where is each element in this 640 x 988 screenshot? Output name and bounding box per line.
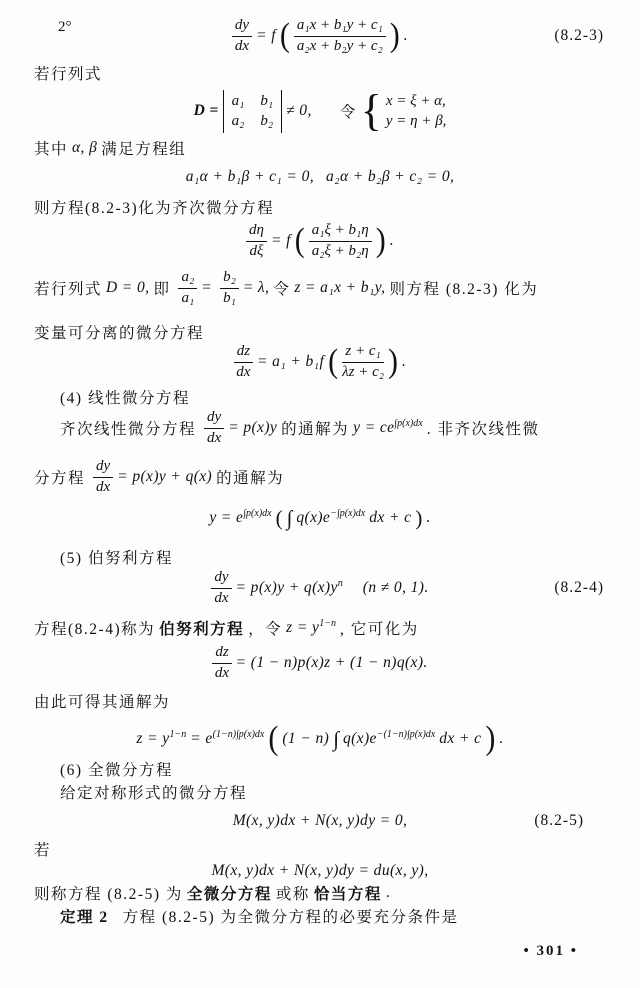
math-term: = λ, (242, 279, 270, 296)
open-paren: ( (294, 221, 305, 259)
cjk-text: 给定对称形式的微分方程 (60, 785, 248, 802)
fraction-denominator: dx (214, 664, 230, 681)
equation-8-2-5 (34, 810, 606, 832)
math-term (236, 578, 343, 597)
math-term: . (499, 730, 504, 747)
math-term: a₂α + b₂β + c₂ = 0, (326, 168, 455, 185)
open-paren: ( (328, 342, 339, 380)
cjk-text: 的通解为 (216, 470, 285, 487)
math-term: D = 0, (106, 279, 150, 296)
open-paren: ( (275, 505, 283, 530)
math-term: D = (193, 102, 219, 119)
cjk-text: 齐次线性微分方程 (60, 421, 197, 438)
theorem-label: 定理 2 (60, 909, 109, 926)
fraction-dy-dx (204, 409, 224, 447)
case-line: y = η + β, (385, 112, 447, 129)
fraction-denominator: dx (214, 589, 229, 606)
heading-exact (34, 758, 606, 780)
paragraph-determinant-intro (34, 62, 606, 84)
cjk-text: 或称 (275, 886, 310, 903)
math-term: M(x, y)dx + N(x, y)dy = du(x, y), (211, 862, 429, 879)
fraction-numerator: z + c₁ (342, 343, 383, 362)
fraction-denominator: dx (207, 429, 222, 446)
close-paren: ) (485, 719, 496, 757)
math-base: q(x)e (342, 730, 377, 748)
determinant-matrix (223, 90, 282, 133)
matrix-cell: b₂ (260, 112, 274, 129)
fraction-numerator: dη (246, 222, 267, 241)
paragraph-homogeneous (34, 196, 606, 218)
close-paren: ) (375, 221, 386, 259)
math-exponent: ∫p(x)dx (394, 418, 423, 430)
math-term (209, 508, 271, 527)
math-term: = f (270, 232, 291, 249)
equation-alpha-beta-system (34, 166, 606, 188)
paragraph-symmetric-form (34, 781, 606, 803)
heading-linear (34, 386, 606, 408)
math-term (353, 418, 423, 437)
paragraph-alpha-beta (34, 137, 606, 159)
math-base: = p(x)y + q(x)y (235, 579, 338, 597)
math-term: = f (256, 27, 276, 44)
case-line: x = ξ + α, (385, 92, 446, 109)
math-term (286, 618, 336, 637)
fraction-numerator: dy (232, 17, 252, 36)
fraction-dz-dx (234, 343, 253, 381)
cjk-text: 由此可得其通解为 (34, 694, 171, 711)
math-term: . (389, 232, 394, 249)
paragraph-theorem-2 (34, 905, 606, 927)
math-base: y = e (209, 509, 244, 527)
fraction-numerator: dz (234, 343, 253, 362)
math-term: . (402, 353, 407, 370)
equation-linear-solution (34, 503, 606, 533)
fraction-dy-dx (211, 569, 231, 607)
matrix-cell: a₂ (231, 112, 245, 129)
cjk-text: 则称方程 (8.2-5) 为 (34, 886, 183, 903)
close-paren: ) (388, 342, 399, 380)
math-term: ≠ 0, (286, 102, 312, 119)
page-number: • 301 • (523, 943, 578, 959)
math-condition: (n ≠ 0, 1). (362, 579, 429, 596)
paragraph-d-zero (34, 266, 606, 310)
fraction-dy-dx (232, 17, 252, 55)
fraction-dy-dx (93, 458, 113, 496)
math-term: dx + c (369, 509, 412, 526)
cjk-text: 则方程 (8.2-3) 化为 (389, 281, 539, 298)
close-paren: ) (415, 505, 423, 530)
math-exponent: −∫p(x)dx (330, 508, 366, 520)
cjk-text: 变量可分离的微分方程 (34, 325, 205, 342)
close-paren: ) (389, 16, 400, 54)
math-base: q(x)e (296, 509, 331, 527)
math-term: = p(x)y (228, 419, 278, 436)
math-term: (1 − n) (282, 730, 330, 747)
equation-determinant (34, 83, 606, 139)
equation-homogeneous (34, 218, 606, 264)
math-term: M(x, y)dx + N(x, y)dy = 0, (232, 812, 408, 829)
math-base: y = ce (353, 419, 395, 437)
math-term: = (201, 279, 213, 296)
fraction-denominator: dx (234, 37, 250, 54)
cjk-text-bold: 伯努利方程 (159, 621, 245, 638)
fraction-numerator: dy (204, 409, 224, 428)
cjk-text: 若行列式 (34, 66, 103, 83)
open-paren: ( (268, 719, 279, 757)
fraction-denominator: λz + c₂ (342, 363, 385, 380)
fraction-denominator: a₂ξ + b₂η (311, 242, 369, 259)
fraction-numerator: dy (93, 458, 113, 477)
cjk-text: (4) 线性微分方程 (60, 390, 190, 407)
open-paren: ( (279, 16, 290, 54)
math-exponent: −(1−n)∫p(x)dx (376, 729, 436, 741)
cjk-text: (5) 伯努利方程 (60, 550, 173, 567)
math-term (296, 508, 365, 527)
fraction-denominator: a₁ (181, 289, 195, 306)
cjk-text: 则方程(8.2-3)化为齐次微分方程 (34, 200, 275, 217)
cjk-text: 分方程 (34, 470, 86, 487)
fraction-denominator: dx (96, 478, 111, 495)
equation-number: (8.2-5) (534, 812, 584, 829)
paragraph-linear-1 (34, 406, 606, 450)
math-term: = a₁ + b₁f (257, 353, 325, 370)
math-exponent: 1−n (319, 618, 337, 630)
math-term: z = a₁x + b₁y, (294, 279, 386, 296)
math-term: . (403, 27, 409, 44)
fraction-numerator: a₁x + b₁y + c₁ (294, 17, 386, 36)
equation-separable (34, 339, 606, 385)
cjk-text: . (385, 884, 392, 901)
equation-bernoulli-solution (34, 719, 606, 757)
paragraph-bernoulli (34, 617, 606, 639)
paragraph-exact-definition (34, 882, 606, 904)
cjk-text: , 它可化为 (340, 621, 419, 638)
fraction-denominator: b₁ (223, 289, 236, 306)
fraction-a2-a1 (178, 269, 197, 307)
math-term: dx + c (439, 730, 482, 747)
equation-8-2-3 (34, 13, 606, 59)
math-term: = (1 − n)p(x)z + (1 − n)q(x). (235, 654, 428, 671)
left-brace: { (360, 86, 382, 136)
cjk-text: 令 (273, 281, 291, 298)
cjk-text-bold: 全微分方程 (186, 886, 272, 903)
cjk-text: 若 (34, 842, 52, 859)
math-exponent: 1−n (169, 729, 187, 741)
equation-bernoulli-transformed (34, 640, 606, 686)
fraction-dz-dx (212, 644, 231, 682)
math-base: z = y (136, 730, 170, 748)
cjk-text: . 非齐次线性微 (426, 421, 540, 438)
fraction-denominator: dξ (249, 242, 264, 259)
math-term: a₁α + b₁β + c₁ = 0, (185, 168, 314, 185)
math-exponent: (1−n)∫p(x)dx (212, 729, 265, 741)
cjk-text: 方程 (8.2-5) 为全微分方程的必要充分条件是 (122, 909, 459, 926)
cjk-text: 令 (339, 104, 357, 121)
fraction-denominator: a₂x + b₂y + c₂ (296, 37, 383, 54)
matrix-cell: b₁ (260, 92, 274, 109)
fraction-numerator: a₁ξ + b₁η (309, 222, 372, 241)
integral-sign: ∫ (286, 505, 293, 530)
math-term (136, 729, 186, 748)
fraction-argument (342, 343, 384, 381)
cjk-text: 满足方程组 (101, 141, 187, 158)
matrix-cell: a₁ (231, 92, 245, 109)
fraction-deta-dxi (246, 222, 267, 260)
fraction-argument (294, 17, 386, 55)
cjk-text: ，令 (248, 621, 283, 638)
equation-number: (8.2-4) (554, 579, 604, 596)
math-term (343, 729, 435, 748)
fraction-numerator: a₂ (178, 269, 197, 288)
fraction-numerator: dy (211, 569, 231, 588)
cjk-text: 若行列式 (34, 281, 103, 298)
fraction-numerator: b₂ (220, 269, 239, 288)
integral-sign: ∫ (333, 726, 339, 751)
cjk-text: 的通解为 (281, 421, 350, 438)
math-base: = e (190, 730, 213, 748)
math-exponent: n (337, 578, 343, 590)
cjk-text: (6) 全微分方程 (60, 762, 173, 779)
substitution-cases (386, 93, 447, 130)
cjk-text: 其中 (34, 141, 69, 158)
case-marker: 2° (58, 19, 72, 35)
math-term: α, β (72, 139, 98, 156)
equation-exact-differential (34, 860, 606, 882)
fraction-denominator: dx (236, 363, 251, 380)
paragraph-general-solution (34, 690, 606, 712)
equation-8-2-4 (34, 565, 606, 611)
math-term: . (426, 509, 431, 526)
math-term (190, 729, 264, 748)
cjk-text: 方程(8.2-4)称为 (34, 621, 156, 638)
cjk-text: 即 (153, 281, 171, 298)
math-term: = p(x)y + q(x) (117, 468, 213, 485)
fraction-numerator: dz (212, 644, 231, 663)
cjk-text-bold: 恰当方程 (313, 886, 382, 903)
paragraph-linear-2 (34, 455, 606, 499)
paragraph-if (34, 838, 606, 860)
math-exponent: ∫p(x)dx (243, 508, 272, 520)
equation-number: (8.2-3) (554, 27, 604, 44)
fraction-b2-b1 (220, 269, 239, 307)
math-base: z = y (286, 619, 320, 637)
fraction-argument (309, 222, 372, 260)
